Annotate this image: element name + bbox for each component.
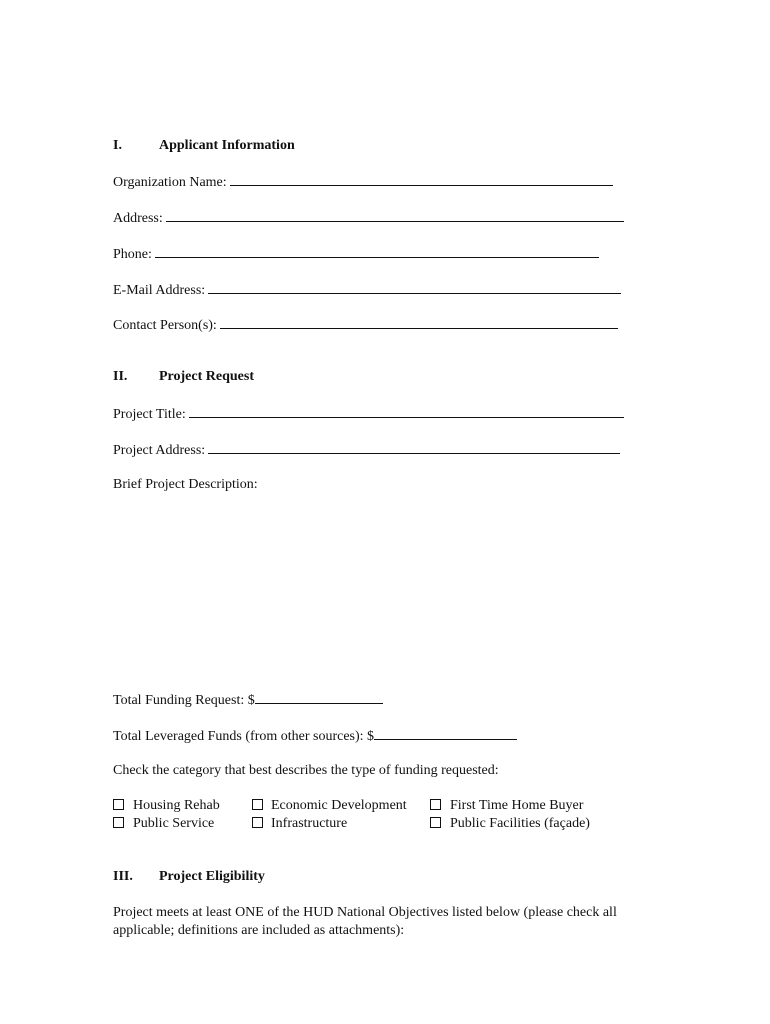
category-prompt-text: Check the category that best describes the type of funding requested: xyxy=(113,763,499,778)
category-option-infrastructure[interactable] xyxy=(252,815,347,833)
section-heading-project-eligibility xyxy=(113,869,413,887)
contact-persons-input-line[interactable] xyxy=(220,315,618,329)
address-label: Address: xyxy=(113,211,163,226)
project-title-field[interactable] xyxy=(113,404,624,424)
phone-field[interactable] xyxy=(113,244,599,264)
category-option-public-service[interactable] xyxy=(113,815,214,833)
section-heading-applicant-information xyxy=(113,138,413,156)
section-number: I. xyxy=(113,138,122,153)
eligibility-paragraph-line-2 xyxy=(113,922,404,940)
housing-rehab-checkbox[interactable] xyxy=(113,799,124,810)
total-funding-request-field[interactable] xyxy=(113,690,383,710)
category-prompt xyxy=(113,762,499,780)
category-option-first-time-home-buyer[interactable] xyxy=(430,797,583,815)
description-label-text: Brief Project Description: xyxy=(113,477,258,492)
category-option-public-facilities[interactable] xyxy=(430,815,590,833)
contact-persons-field[interactable] xyxy=(113,315,618,335)
public-facilities-label: Public Facilities (façade) xyxy=(450,816,590,831)
infrastructure-label: Infrastructure xyxy=(271,816,348,831)
first-time-home-buyer-checkbox[interactable] xyxy=(430,799,441,810)
project-address-label: Project Address: xyxy=(113,443,206,458)
phone-input-line[interactable] xyxy=(155,244,599,258)
public-service-checkbox[interactable] xyxy=(113,817,124,828)
project-address-field[interactable] xyxy=(113,440,620,460)
housing-rehab-label: Housing Rehab xyxy=(133,798,220,813)
infrastructure-checkbox[interactable] xyxy=(252,817,263,828)
organization-name-input-line[interactable] xyxy=(230,172,613,186)
section-number: III. xyxy=(113,869,133,884)
public-service-label: Public Service xyxy=(133,816,215,831)
organization-name-label: Organization Name: xyxy=(113,175,227,190)
address-field[interactable] xyxy=(113,208,624,228)
email-address-field[interactable] xyxy=(113,280,621,300)
total-funding-request-label: Total Funding Request: $ xyxy=(113,693,255,708)
total-leveraged-funds-field[interactable] xyxy=(113,726,517,746)
total-leveraged-funds-label: Total Leveraged Funds (from other sources): $ xyxy=(113,729,375,744)
total-leveraged-funds-input-line[interactable] xyxy=(374,726,517,740)
project-title-label: Project Title: xyxy=(113,407,186,422)
section-title: Project Eligibility xyxy=(159,869,265,884)
contact-persons-label: Contact Person(s): xyxy=(113,318,217,333)
economic-development-checkbox[interactable] xyxy=(252,799,263,810)
brief-project-description-label xyxy=(113,476,258,494)
section-title: Applicant Information xyxy=(159,138,295,153)
email-address-label: E-Mail Address: xyxy=(113,283,206,298)
total-funding-request-input-line[interactable] xyxy=(255,690,383,704)
category-option-housing-rehab[interactable] xyxy=(113,797,220,815)
first-time-home-buyer-label: First Time Home Buyer xyxy=(450,798,584,813)
phone-label: Phone: xyxy=(113,247,152,262)
section-title: Project Request xyxy=(159,369,254,384)
address-input-line[interactable] xyxy=(166,208,624,222)
eligibility-paragraph-text-1: Project meets at least ONE of the HUD National Objectives listed below (please check all xyxy=(113,905,617,920)
section-heading-project-request xyxy=(113,369,413,387)
organization-name-field[interactable] xyxy=(113,172,613,192)
email-address-input-line[interactable] xyxy=(208,280,621,294)
project-description-area[interactable] xyxy=(113,500,658,680)
section-number: II. xyxy=(113,369,128,384)
project-address-input-line[interactable] xyxy=(208,440,620,454)
eligibility-paragraph-text-2: applicable; definitions are included as attachments): xyxy=(113,923,405,938)
public-facilities-checkbox[interactable] xyxy=(430,817,441,828)
category-option-economic-development[interactable] xyxy=(252,797,407,815)
eligibility-paragraph-line-1 xyxy=(113,904,617,922)
project-title-input-line[interactable] xyxy=(189,404,624,418)
economic-development-label: Economic Development xyxy=(271,798,407,813)
